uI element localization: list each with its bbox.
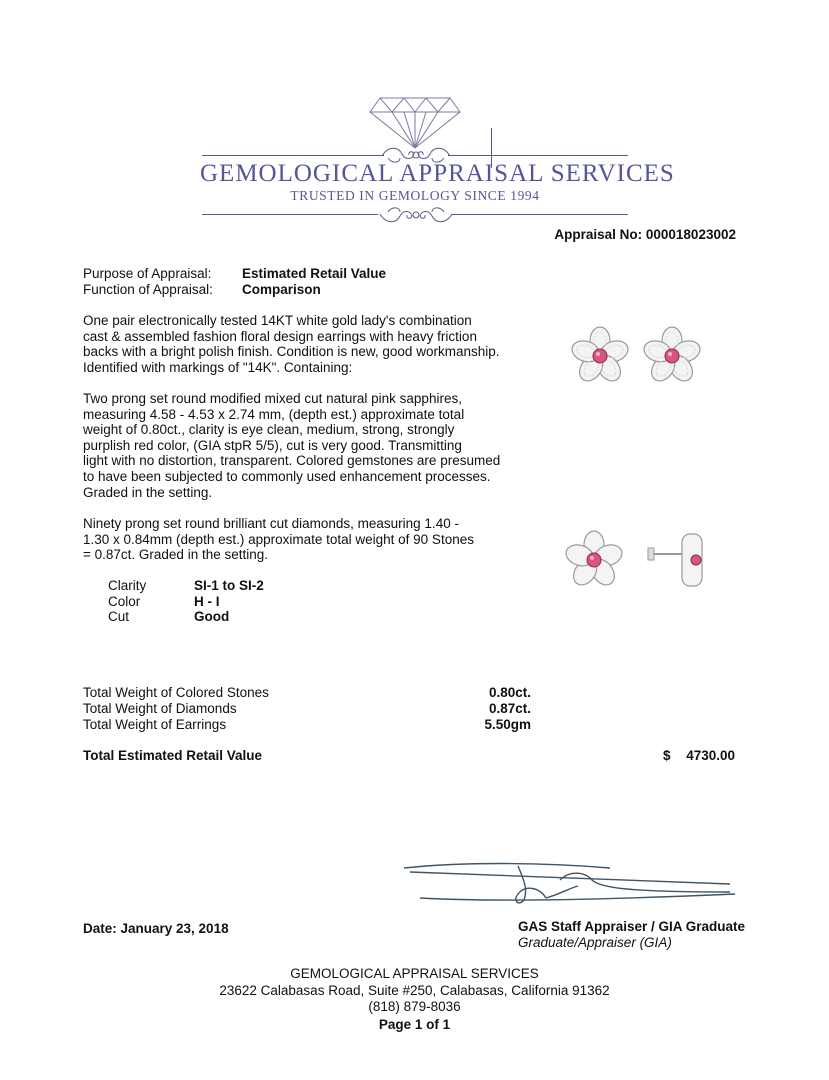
grade-row bbox=[108, 578, 264, 594]
diamond-description: Ninety prong set round brilliant cut diamonds, measuring 1.40 - 1.30 x 0.84mm (depth est.) approximate total weight of 90 Stones = 0.87ct. Graded in the setting. bbox=[83, 516, 474, 563]
appraisal-date: Date: January 23, 2018 bbox=[83, 921, 229, 936]
scroll-ornament-icon bbox=[376, 204, 456, 226]
weight-value: 5.50gm bbox=[484, 716, 531, 732]
grade-label: Color bbox=[108, 593, 141, 609]
weight-label: Total Weight of Colored Stones bbox=[83, 685, 269, 700]
weight-row bbox=[83, 685, 531, 701]
footer-company: GEMOLOGICAL APPRAISAL SERVICES bbox=[290, 966, 539, 981]
footer-address: 23622 Calabasas Road, Suite #250, Calabasas, California 91362 bbox=[219, 983, 610, 998]
logo-rule bbox=[452, 214, 628, 215]
appraiser-title: GAS Staff Appraiser / GIA Graduate bbox=[518, 919, 746, 934]
earrings-front-photo bbox=[560, 314, 710, 394]
function-label: Function of Appraisal: bbox=[83, 282, 213, 297]
appraisal-number: Appraisal No: 000018023002 bbox=[554, 227, 736, 242]
page-number: Page 1 of 1 bbox=[378, 1017, 451, 1032]
total-value-amount: 4730.00 bbox=[686, 748, 735, 763]
company-logo-title: GEMOLOGICAL APPRAISAL SERVICES bbox=[200, 160, 675, 187]
grade-value: H - I bbox=[194, 593, 220, 609]
grade-table bbox=[108, 578, 264, 625]
purpose-value: Estimated Retail Value bbox=[242, 266, 387, 281]
function-value: Comparison bbox=[242, 282, 321, 297]
grade-label: Cut bbox=[108, 609, 130, 625]
appraiser-subtitle: Graduate/Appraiser (GIA) bbox=[518, 935, 672, 950]
sapphire-description: Two prong set round modified mixed cut natural pink sapphires, measuring 4.58 - 4.53 x 2.74 mm, (depth est.) approximate total weight of 0.80ct., clarity is eye clean, medium, strong, strongly purplish red color, (GIA stpR 5/5), cut is very good. Transmitting light with no distortion, transparent. Colored gemstones are presumed to have been subjected to commonly used enhancement processes. Graded in the setting. bbox=[83, 391, 501, 500]
diamond-logo-icon bbox=[368, 88, 462, 150]
total-value-label: Total Estimated Retail Value bbox=[83, 748, 263, 763]
appraiser-signature bbox=[400, 858, 740, 910]
grade-row bbox=[108, 594, 264, 610]
weight-label: Total Weight of Earrings bbox=[83, 716, 227, 732]
weights-table bbox=[83, 685, 531, 732]
purpose-label: Purpose of Appraisal: bbox=[83, 266, 212, 281]
item-description: One pair electronically tested 14KT white gold lady's combination cast & assembled fashion floral design earrings with heavy friction backs with a bright polish finish. Condition is new, good workmanship. Identified with markings of "14K". Containing: bbox=[83, 313, 500, 375]
logo-rule bbox=[448, 155, 628, 156]
grade-value: SI-1 to SI-2 bbox=[194, 578, 264, 593]
company-tagline: TRUSTED IN GEMOLOGY SINCE 1994 bbox=[290, 188, 540, 203]
grade-row bbox=[108, 609, 264, 625]
footer-phone: (818) 879-8036 bbox=[368, 999, 461, 1014]
weight-row bbox=[83, 717, 531, 733]
earrings-side-photo bbox=[556, 524, 706, 604]
weight-label: Total Weight of Diamonds bbox=[83, 700, 237, 716]
weight-value: 0.80ct. bbox=[488, 685, 531, 700]
grade-label: Clarity bbox=[108, 578, 147, 593]
weight-value: 0.87ct. bbox=[488, 700, 531, 716]
logo-rule bbox=[202, 214, 378, 215]
grade-value: Good bbox=[194, 609, 230, 625]
logo-rule bbox=[202, 155, 384, 156]
weight-row bbox=[83, 701, 531, 717]
total-currency: $ bbox=[663, 748, 671, 763]
